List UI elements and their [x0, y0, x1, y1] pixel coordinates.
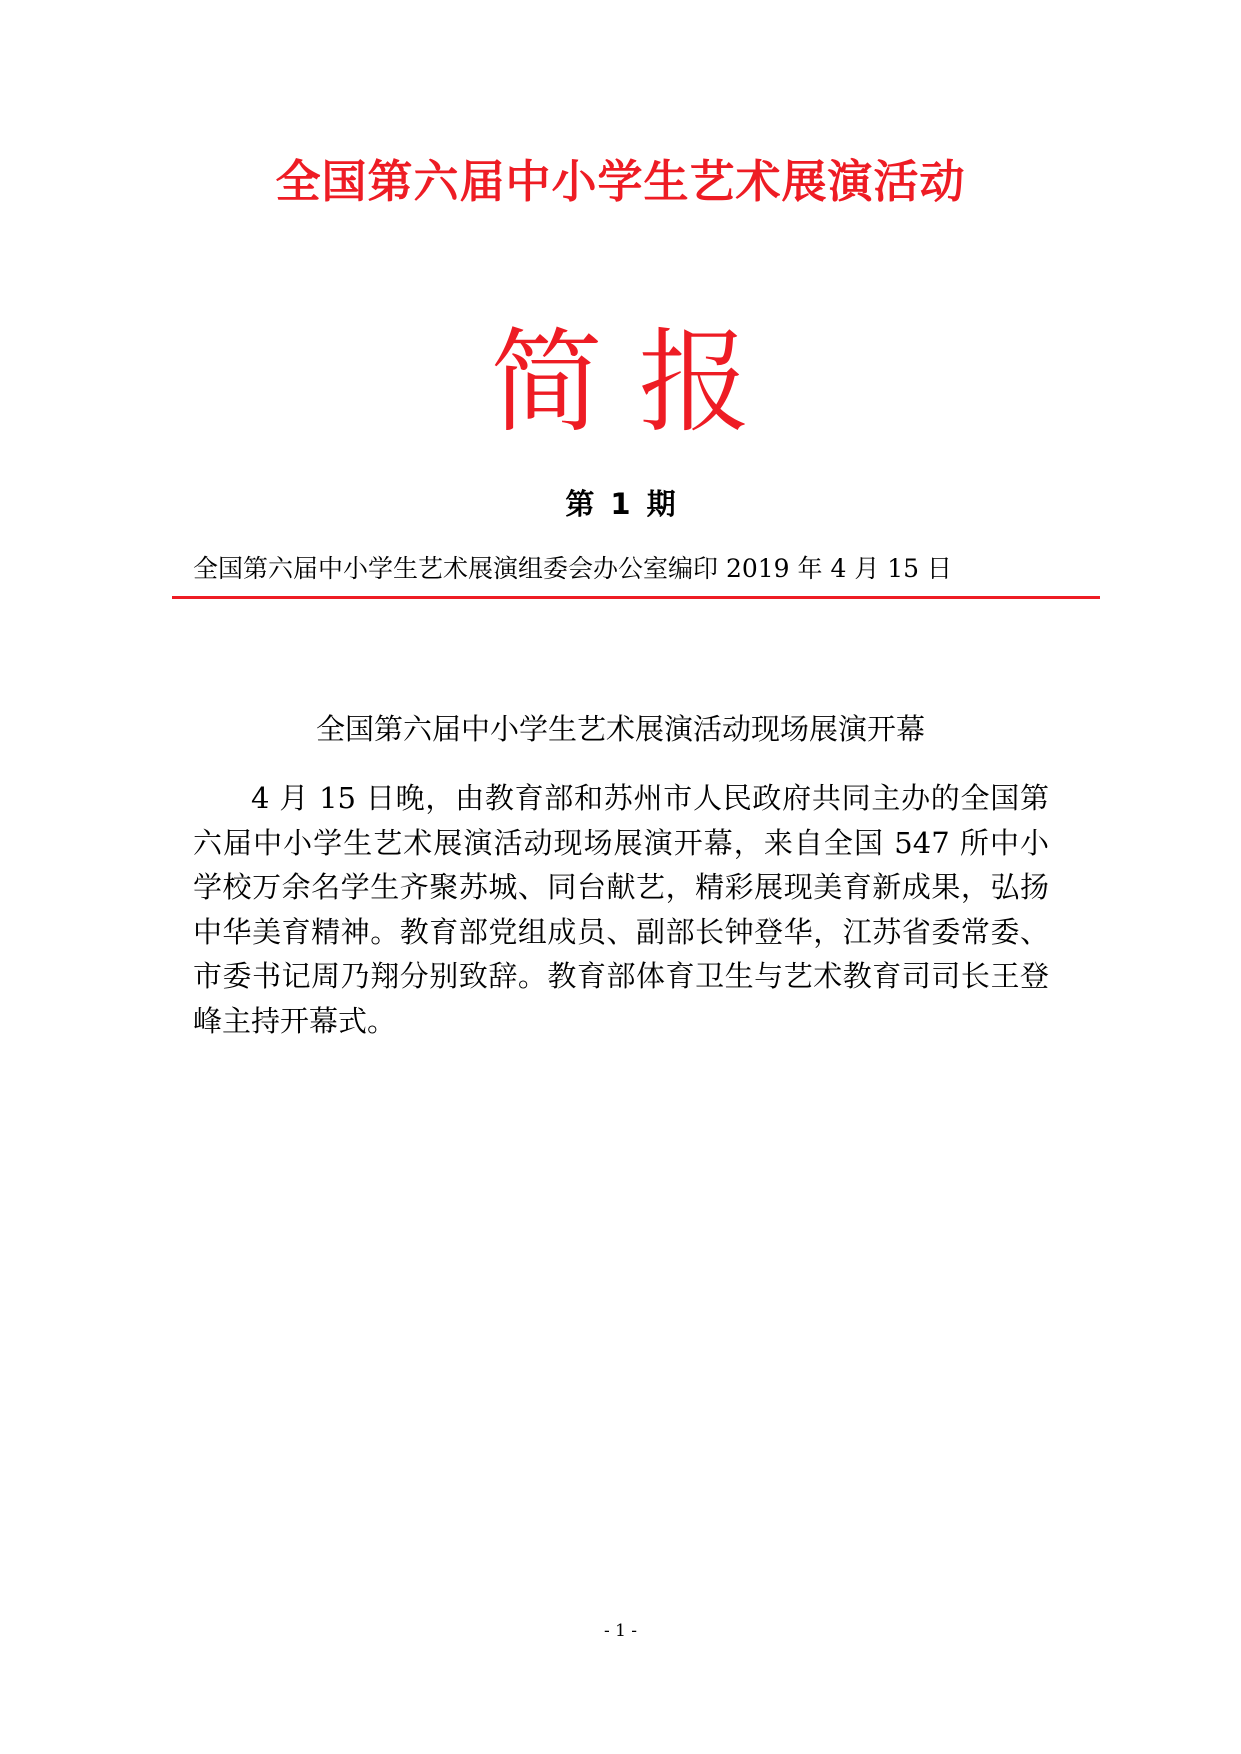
article-body: 4 月 15 日晚，由教育部和苏州市人民政府共同主办的全国第六届中小学生艺术展演活动现场展演开幕，来自全国 547 所中小学校万余名学生齐聚苏城、同台献艺，精彩展现美育新成果，弘扬中华美育精神。教育部党组成员、副部长钟登华，江苏省委常委、市委书记周乃翔分别致辞。教育部体育卫生与艺术教育司司长王登峰主持开幕式。: [193, 781, 1049, 1038]
article-title: 全国第六届中小学生艺术展演活动现场展演开幕: [315, 712, 925, 746]
document-type-heading: 简报: [490, 318, 787, 448]
imprint-line: 全国第六届中小学生艺术展演组委会办公室编印 2019 年 4 月 15 日: [193, 554, 953, 583]
header-divider: [172, 596, 1100, 599]
issue-number: 第 1 期: [565, 487, 676, 521]
organization-title: 全国第六届中小学生艺术展演活动: [275, 155, 966, 208]
page-number: - 1 -: [603, 1621, 638, 1641]
